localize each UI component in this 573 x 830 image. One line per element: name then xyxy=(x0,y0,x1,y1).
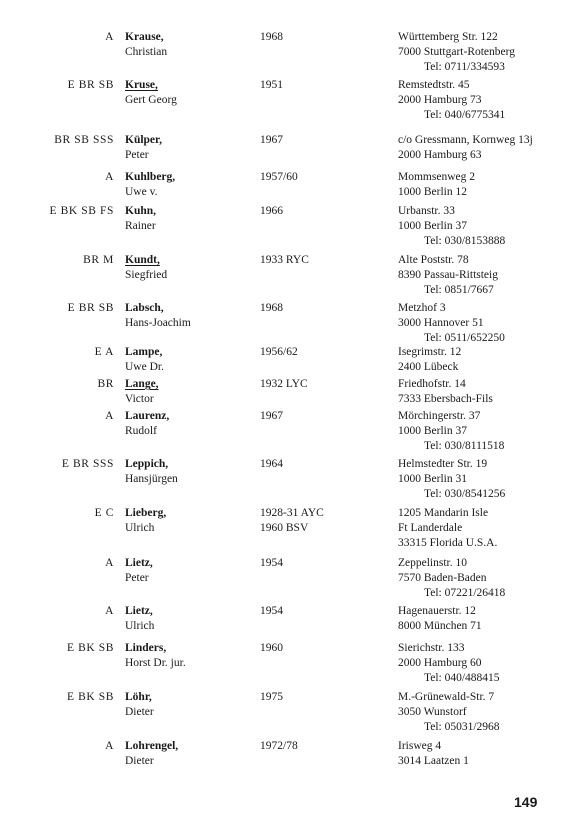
address-line: 3014 Laatzen 1 xyxy=(398,755,469,767)
membership-codes: BR xyxy=(97,378,114,390)
year-line: 1954 xyxy=(260,557,283,569)
surname: Külper, xyxy=(125,134,162,146)
address-line: Ft Landerdale xyxy=(398,522,463,534)
address xyxy=(398,301,570,346)
address xyxy=(398,377,570,407)
membership-year xyxy=(260,30,390,45)
surname: Laurenz, xyxy=(125,410,170,422)
address-line: Mommsenweg 2 xyxy=(398,171,475,183)
given-name: Rudolf xyxy=(125,425,157,437)
telephone: Tel: 05031/2968 xyxy=(424,721,500,733)
given-name: Ulrich xyxy=(125,522,155,534)
telephone: Tel: 040/6775341 xyxy=(424,109,506,121)
surname: Lietz, xyxy=(125,557,153,569)
surname: Lampe, xyxy=(125,346,163,358)
address-line: 1000 Berlin 37 xyxy=(398,220,467,232)
membership-codes: BR M xyxy=(83,254,114,266)
address-line: 1000 Berlin 12 xyxy=(398,186,467,198)
member-name xyxy=(125,457,255,487)
membership-codes: A xyxy=(105,171,114,183)
membership-codes: E C xyxy=(94,507,114,519)
address xyxy=(398,506,570,551)
address-line: 2000 Hamburg 73 xyxy=(398,94,482,106)
year-line: 1967 xyxy=(260,134,283,146)
year-line: 1968 xyxy=(260,31,283,43)
telephone: Tel: 040/488415 xyxy=(424,672,500,684)
membership-year xyxy=(260,556,390,571)
address-line: Mörchingerstr. 37 xyxy=(398,410,481,422)
given-name: Victor xyxy=(125,393,154,405)
surname: Kuhn, xyxy=(125,205,157,217)
membership-year xyxy=(260,409,390,424)
surname: Kundt, xyxy=(125,254,160,266)
given-name: Hans-Joachim xyxy=(125,317,191,329)
given-name: Peter xyxy=(125,149,149,161)
surname: Lange, xyxy=(125,378,159,390)
given-name: Hansjürgen xyxy=(125,473,178,485)
membership-codes: E A xyxy=(94,346,114,358)
membership-year xyxy=(260,253,390,268)
address-line: Irisweg 4 xyxy=(398,740,442,752)
member-name xyxy=(125,253,255,283)
year-line: 1964 xyxy=(260,458,283,470)
address-line: Remstedtstr. 45 xyxy=(398,79,470,91)
surname: Löhr, xyxy=(125,691,152,703)
address-line: Isegrimstr. 12 xyxy=(398,346,462,358)
page-number: 149 xyxy=(514,794,538,810)
member-name xyxy=(125,170,255,200)
member-name xyxy=(125,641,255,671)
address xyxy=(398,409,570,454)
address xyxy=(398,345,570,375)
membership-codes: E BK SB xyxy=(66,691,114,703)
surname: Kruse, xyxy=(125,79,158,91)
member-name xyxy=(125,78,255,108)
member-name xyxy=(125,204,255,234)
membership-codes: A xyxy=(105,410,114,422)
address-line: Helmstedter Str. 19 xyxy=(398,458,488,470)
membership-year xyxy=(260,78,390,93)
telephone: Tel: 030/8153888 xyxy=(424,235,506,247)
address-line: Hagenauerstr. 12 xyxy=(398,605,476,617)
address-line: 2400 Lübeck xyxy=(398,361,459,373)
address-line: 1000 Berlin 37 xyxy=(398,425,467,437)
year-line: 1975 xyxy=(260,691,283,703)
membership-year xyxy=(260,690,390,705)
address xyxy=(398,556,570,601)
address-line: Sierichstr. 133 xyxy=(398,642,465,654)
membership-codes: E BK SB FS xyxy=(49,205,114,217)
address xyxy=(398,604,570,634)
year-line: 1933 RYC xyxy=(260,254,309,266)
address xyxy=(398,204,570,249)
membership-codes: A xyxy=(105,31,114,43)
year-line: 1957/60 xyxy=(260,171,298,183)
telephone: Tel: 030/8111518 xyxy=(424,440,505,452)
address-line: Urbanstr. 33 xyxy=(398,205,455,217)
membership-codes: E BK SB xyxy=(66,642,114,654)
address-line: M.-Grünewald-Str. 7 xyxy=(398,691,495,703)
year-line: 1954 xyxy=(260,605,283,617)
address-line: Friedhofstr. 14 xyxy=(398,378,466,390)
address-line: Zeppelinstr. 10 xyxy=(398,557,467,569)
year-line: 1968 xyxy=(260,302,283,314)
address-line: 2000 Hamburg 63 xyxy=(398,149,482,161)
address-line: Alte Poststr. 78 xyxy=(398,254,469,266)
surname: Labsch, xyxy=(125,302,164,314)
membership-codes: E BR SSS xyxy=(61,458,114,470)
membership-year xyxy=(260,204,390,219)
address xyxy=(398,30,570,75)
surname: Leppich, xyxy=(125,458,169,470)
address-line: 2000 Hamburg 60 xyxy=(398,657,482,669)
surname: Kuhlberg, xyxy=(125,171,176,183)
year-line: 1967 xyxy=(260,410,283,422)
address-line: 3050 Wunstorf xyxy=(398,706,467,718)
telephone: Tel: 07221/26418 xyxy=(424,587,506,599)
address-line: 7333 Ebersbach-Fils xyxy=(398,393,493,405)
member-name xyxy=(125,506,255,536)
surname: Krause, xyxy=(125,31,164,43)
year-line: 1960 BSV xyxy=(260,522,309,534)
membership-codes: A xyxy=(105,740,114,752)
year-line: 1951 xyxy=(260,79,283,91)
given-name: Dieter xyxy=(125,706,154,718)
address-line: Metzhof 3 xyxy=(398,302,446,314)
membership-codes: E BR SB xyxy=(67,302,114,314)
membership-year xyxy=(260,457,390,472)
surname: Linders, xyxy=(125,642,167,654)
membership-year xyxy=(260,170,390,185)
member-name xyxy=(125,409,255,439)
address-line: Württemberg Str. 122 xyxy=(398,31,498,43)
surname: Lieberg, xyxy=(125,507,167,519)
given-name: Ulrich xyxy=(125,620,155,632)
given-name: Gert Georg xyxy=(125,94,177,106)
telephone: Tel: 0851/7667 xyxy=(424,284,494,296)
member-name xyxy=(125,556,255,586)
address-line: c/o Gressmann, Kornweg 13j xyxy=(398,134,533,146)
address xyxy=(398,253,570,298)
address-line: 7000 Stuttgart-Rotenberg xyxy=(398,46,516,58)
address xyxy=(398,690,570,735)
year-line: 1960 xyxy=(260,642,283,654)
address-line: 7570 Baden-Baden xyxy=(398,572,487,584)
membership-year xyxy=(260,377,390,392)
surname: Lohrengel, xyxy=(125,740,179,752)
address-line: 3000 Hannover 51 xyxy=(398,317,484,329)
membership-year xyxy=(260,301,390,316)
given-name: Siegfried xyxy=(125,269,168,281)
address xyxy=(398,170,570,200)
year-line: 1928-31 AYC xyxy=(260,507,324,519)
given-name: Peter xyxy=(125,572,149,584)
address-line: 8390 Passau-Rittsteig xyxy=(398,269,498,281)
given-name: Rainer xyxy=(125,220,156,232)
member-name xyxy=(125,345,255,375)
address-line: 33315 Florida U.S.A. xyxy=(398,537,498,549)
member-name xyxy=(125,739,255,769)
membership-year xyxy=(260,133,390,148)
address-line: 8000 München 71 xyxy=(398,620,482,632)
telephone: Tel: 0511/652250 xyxy=(424,332,505,344)
membership-year xyxy=(260,604,390,619)
membership-codes: E BR SB xyxy=(67,79,114,91)
year-line: 1972/78 xyxy=(260,740,298,752)
surname: Lietz, xyxy=(125,605,153,617)
address xyxy=(398,457,570,502)
membership-year xyxy=(260,641,390,656)
membership-year xyxy=(260,506,390,536)
member-name xyxy=(125,690,255,720)
address xyxy=(398,739,570,769)
given-name: Christian xyxy=(125,46,168,58)
member-name xyxy=(125,30,255,60)
telephone: Tel: 030/8541256 xyxy=(424,488,506,500)
member-name xyxy=(125,301,255,331)
year-line: 1956/62 xyxy=(260,346,298,358)
given-name: Dieter xyxy=(125,755,154,767)
address-line: 1205 Mandarin Isle xyxy=(398,507,489,519)
membership-codes: BR SB SSS xyxy=(54,134,114,146)
membership-codes: A xyxy=(105,557,114,569)
given-name: Horst Dr. jur. xyxy=(125,657,186,669)
member-name xyxy=(125,604,255,634)
member-name xyxy=(125,133,255,163)
address xyxy=(398,641,570,686)
address xyxy=(398,133,570,163)
membership-year xyxy=(260,739,390,754)
member-name xyxy=(125,377,255,407)
year-line: 1966 xyxy=(260,205,283,217)
given-name: Uwe v. xyxy=(125,186,158,198)
address-line: 1000 Berlin 31 xyxy=(398,473,467,485)
year-line: 1932 LYC xyxy=(260,378,308,390)
membership-codes: A xyxy=(105,605,114,617)
given-name: Uwe Dr. xyxy=(125,361,164,373)
telephone: Tel: 0711/334593 xyxy=(424,61,505,73)
membership-year xyxy=(260,345,390,360)
address xyxy=(398,78,570,123)
